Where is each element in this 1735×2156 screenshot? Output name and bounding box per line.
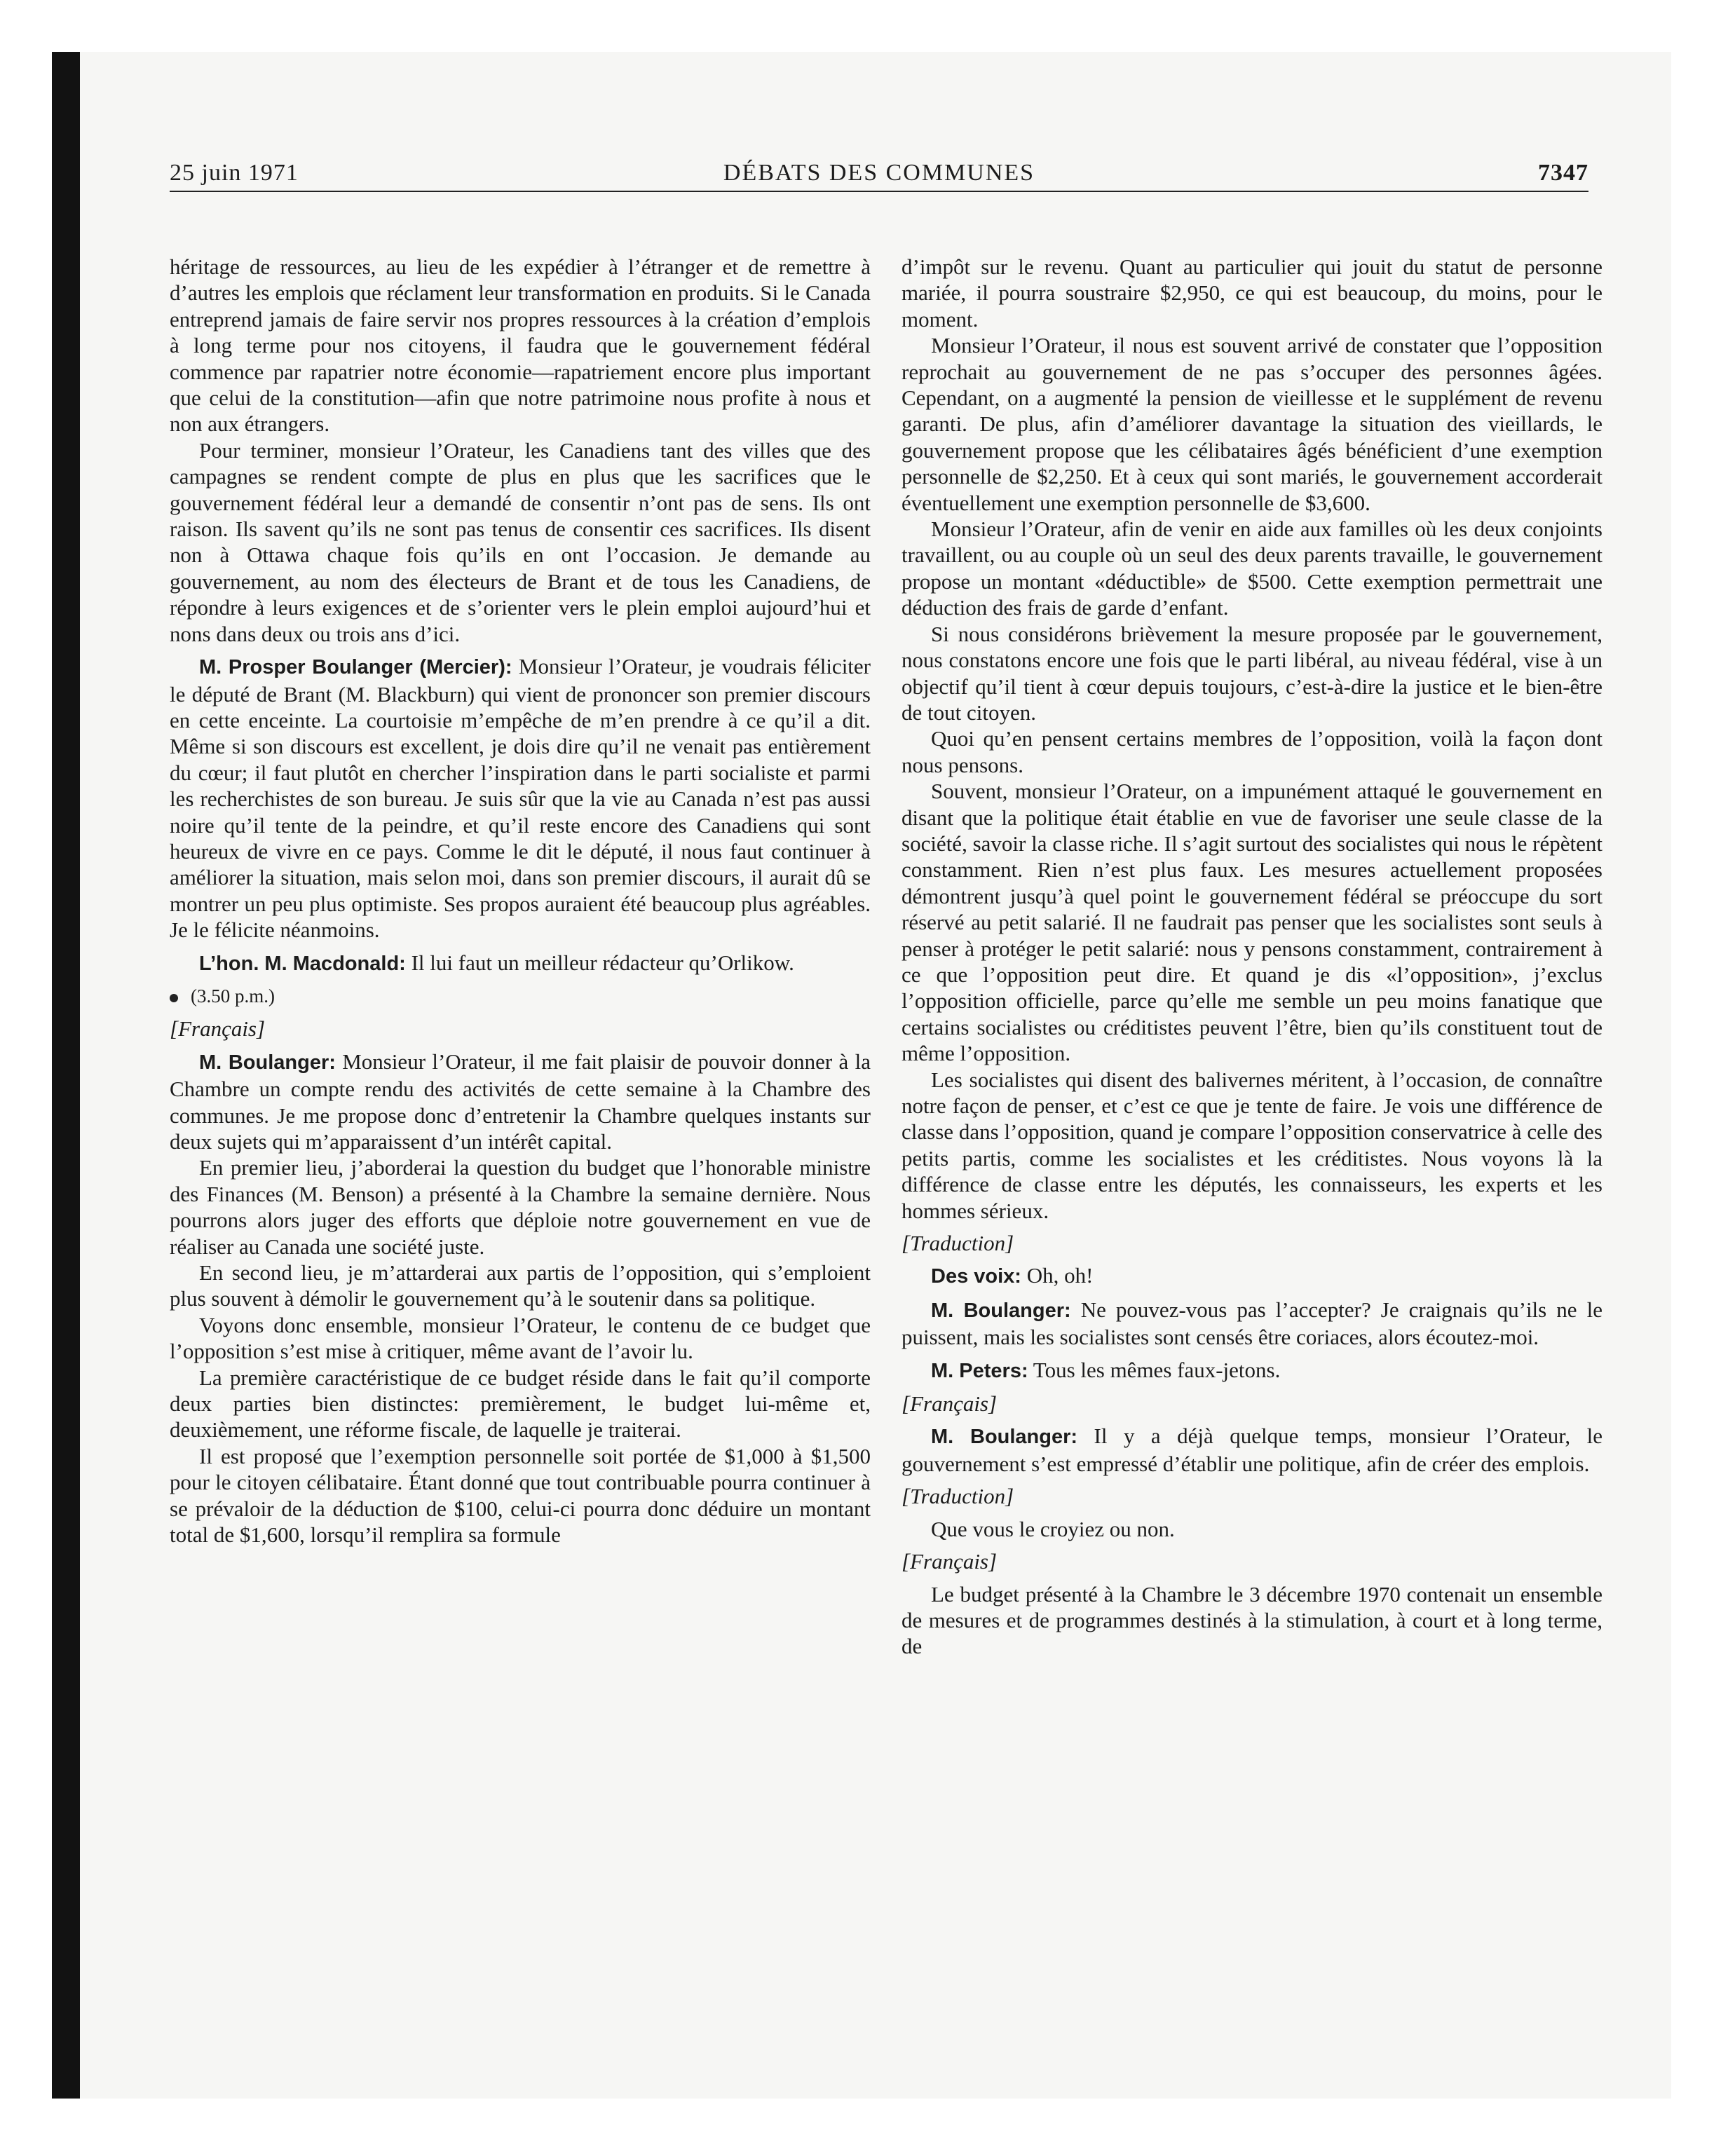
- speech-text: Il lui faut un meilleur rédacteur qu’Orlikow.: [405, 950, 794, 975]
- speaker-name: M. Boulanger:: [931, 1426, 1078, 1449]
- paragraph: Monsieur l’Orateur, il nous est souvent arrivé de constater que l’opposition reprochait au gouvernement de ne pas s’occuper des personnes âgées. Cependant, on a augmenté la pension de vieillesse et le supplément de revenu garanti. De plus, afin d’améliorer davantage la situation des vieillards, le gouvernement propose que les célibataires âgés bénéficient d’une exemption personnelle de $2,250. Et à ceux qui sont mariés, le gouvernement accorderait éventuellement une exemption personnelle de $3,600.: [901, 333, 1603, 515]
- language-marker: [Français]: [901, 1391, 998, 1417]
- speaker-name: M. Boulanger:: [931, 1299, 1071, 1322]
- paragraph: Souvent, monsieur l’Orateur, on a impunément attaqué le gouvernement en disant que la politique était établie en vue de favoriser une seule classe de la société, savoir la classe riche. Il s’agit surtout des socialistes qui nous le répètent constamment. Rien n’est plus faux. Les mesures actuellement proposées démontrent jusqu’à quel point le gouvernement fédéral se préoccupe du sort réservé au petit salarié. Il ne faudrait pas penser que les socialistes sont seuls à penser à protéger le petit salarié: nous y pensons constamment, contrairement à ce que l’opposition peut dire. Et quand je dis «l’opposition», j’exclus l’opposition officielle, parce qu’elle me semble un peu moins fanatique que certains socialistes ou créditistes peuvent l’être, bien qu’ils constituent tout de même l’opposition.: [901, 779, 1603, 1066]
- binding-edge: [52, 52, 80, 2099]
- paragraph: d’impôt sur le revenu. Quant au particulier qui jouit du statut de personne mariée, il pourra soustraire $2,950, ce qui est beaucoup, du moins, pour le moment.: [901, 254, 1603, 332]
- header-date: 25 juin 1971: [170, 160, 299, 186]
- speech-paragraph: [901, 1297, 1603, 1351]
- paragraph: héritage de ressources, au lieu de les expédier à l’étranger et de remettre à d’autres les emplois que réclament leur transformation en produits. Si le Canada entreprend jamais de faire servir nos propres ressources à la création d’emplois à long terme pour nos citoyens, il faudra que le gouvernement fédéral commence par rapatrier notre économie—rapatriement encore plus important que celui de la constitution—afin que notre patrimoine nous profite à nous et non aux étrangers.: [170, 254, 871, 437]
- time-text: (3.50 p.m.): [191, 985, 275, 1007]
- paragraph: La première caractéristique de ce budget réside dans le fait qu’il comporte deux parties bien distinctes: premièrement, le budget lui-même et, deuxièmement, une réforme fiscale, de laquelle je traiterai.: [170, 1365, 871, 1442]
- bullet-icon: [170, 994, 178, 1002]
- language-marker: [Traduction]: [901, 1231, 1014, 1256]
- time-marker: [170, 983, 871, 1009]
- paragraph: Voyons donc ensemble, monsieur l’Orateur, le contenu de ce budget que l’opposition s’est mise à critiquer, même avant de l’avoir lu.: [170, 1312, 871, 1364]
- speech-paragraph: [170, 653, 871, 943]
- speech-paragraph: [901, 1357, 1603, 1384]
- speech-text: Monsieur l’Orateur, je voudrais féliciter le député de Brant (M. Blackburn) qui vient de prononcer son premier discours en cette enceinte. La courtoisie m’empêche de m’en prendre à ce qu’il a dit. Même si son discours est excellent, je dois dire qu’il ne venait pas entièrement du cœur; il faut plutôt en chercher l’inspiration dans le parti socialiste et parmi les recherchistes de son bureau. Je suis sûr que la vie au Canada n’est pas aussi noire qu’il tente de la peindre, et qu’il reste encore des Canadiens qui sont heureux de vivre en ce pays. Comme le dit le député, il nous faut continuer à améliorer la situation, mais selon moi, dans son premier discours, il aurait dû se montrer un peu plus optimiste. Ses propos auraient été beaucoup plus agréables. Je le félicite néanmoins.: [170, 654, 871, 943]
- paragraph: Le budget présenté à la Chambre le 3 décembre 1970 contenait un ensemble de mesures et de programmes destinés à la stimulation, à court et à long terme, de: [901, 1581, 1603, 1659]
- left-column: [170, 254, 871, 1548]
- header-title: DÉBATS DES COMMUNES: [723, 160, 1035, 186]
- speech-paragraph: [901, 1262, 1603, 1290]
- language-marker: [Français]: [901, 1549, 998, 1574]
- paragraph: Si nous considérons brièvement la mesure proposée par le gouvernement, nous constatons encore une fois que le parti libéral, au niveau fédéral, vise à un objectif qu’il tient à cœur depuis toujours, c’est-à-dire la justice et le bien-être de tout citoyen.: [901, 621, 1603, 725]
- paragraph: Pour terminer, monsieur l’Orateur, les Canadiens tant des villes que des campagnes se rendent compte de plus en plus que les sacrifices que le gouvernement fédéral leur a demandé de consentir n’ont pas de sens. Ils ont raison. Ils savent qu’ils ne sont pas tenus de consentir ces sacrifices. Ils disent non à Ottawa chaque fois qu’ils en ont l’occasion. Je demande au gouvernement, au nom des électeurs de Brant et de tous les Canadiens, de répondre à leurs exigences et de s’orienter vers le plein emploi aujourd’hui et nons dans deux ou trois ans d’ici.: [170, 437, 871, 646]
- paragraph: Les socialistes qui disent des balivernes méritent, à l’occasion, de connaître notre façon de penser, et c’est ce que je tente de faire. Je vois une différence de classe dans l’opposition, quand je compare l’opposition conservatrice à celle des petits partis, comme les socialistes et les créditistes. Nous voyons là la différence de classe entre les députés, les connaisseurs, les experts et les hommes sérieux.: [901, 1067, 1603, 1223]
- page-header: [170, 157, 1588, 192]
- page-number: 7347: [1538, 160, 1588, 186]
- speaker-name: M. Prosper Boulanger (Mercier):: [199, 656, 512, 679]
- speech-text: Tous les mêmes faux-jetons.: [1028, 1357, 1281, 1382]
- speech-paragraph: [170, 1049, 871, 1155]
- paragraph: Quoi qu’en pensent certains membres de l’opposition, voilà la façon dont nous pensons.: [901, 726, 1603, 777]
- speaker-name: M. Peters:: [931, 1359, 1028, 1382]
- speech-text: Oh, oh!: [1021, 1263, 1094, 1288]
- speaker-name: Des voix:: [931, 1265, 1021, 1288]
- speech-text: Monsieur l’Orateur, il me fait plaisir de pouvoir donner à la Chambre un compte rendu des activités de cette semaine à la Chambre des communes. Je me propose donc d’entretenir la Chambre quelques instants sur deux sujets qui m’apparaissent d’un intérêt capital.: [170, 1049, 871, 1154]
- paragraph: En premier lieu, j’aborderai la question du budget que l’honorable ministre des Finances (M. Benson) a présenté à la Chambre la semaine dernière. Nous pourrons alors juger des efforts que déploie notre gouvernement en vue de réaliser au Canada une société juste.: [170, 1155, 871, 1259]
- paragraph: Monsieur l’Orateur, afin de venir en aide aux familles où les deux conjoints travaillent, ou au couple où un seul des deux parents travaille, le gouvernement propose un montant «déductible» de $500. Cette exemption permettrait une déduction des frais de garde d’enfant.: [901, 517, 1603, 620]
- speech-paragraph: [901, 1423, 1603, 1477]
- right-column: [901, 254, 1603, 1660]
- speech-text: Ne pouvez-vous pas l’accepter? Je craignais qu’ils ne le puissent, mais les socialistes sont censés être coriaces, alors écoutez-moi.: [901, 1297, 1603, 1350]
- paragraph: Il est proposé que l’exemption personnelle soit portée de $1,000 à $1,500 pour le citoyen célibataire. Étant donné que tout contribuable pourra continuer à se prévaloir de la déduction de $100, celui-ci pourra donc déduire un montant total de $1,600, lorsqu’il remplira sa formule: [170, 1443, 871, 1548]
- language-marker: [Français]: [170, 1016, 266, 1042]
- speaker-name: M. Boulanger:: [199, 1051, 336, 1074]
- speaker-name: L’hon. M. Macdonald:: [199, 952, 406, 975]
- speech-paragraph: [170, 950, 871, 977]
- paragraph: En second lieu, je m’attarderai aux partis de l’opposition, qui s’emploient plus souvent à démolir le gouvernement qu’à le soutenir dans sa politique.: [170, 1260, 871, 1311]
- speech-text: Il y a déjà quelque temps, monsieur l’Orateur, le gouvernement s’est empressé d’établir une politique, afin de créer des emplois.: [901, 1424, 1603, 1476]
- paragraph: Que vous le croyiez ou non.: [931, 1516, 1175, 1541]
- language-marker: [Traduction]: [901, 1484, 1014, 1509]
